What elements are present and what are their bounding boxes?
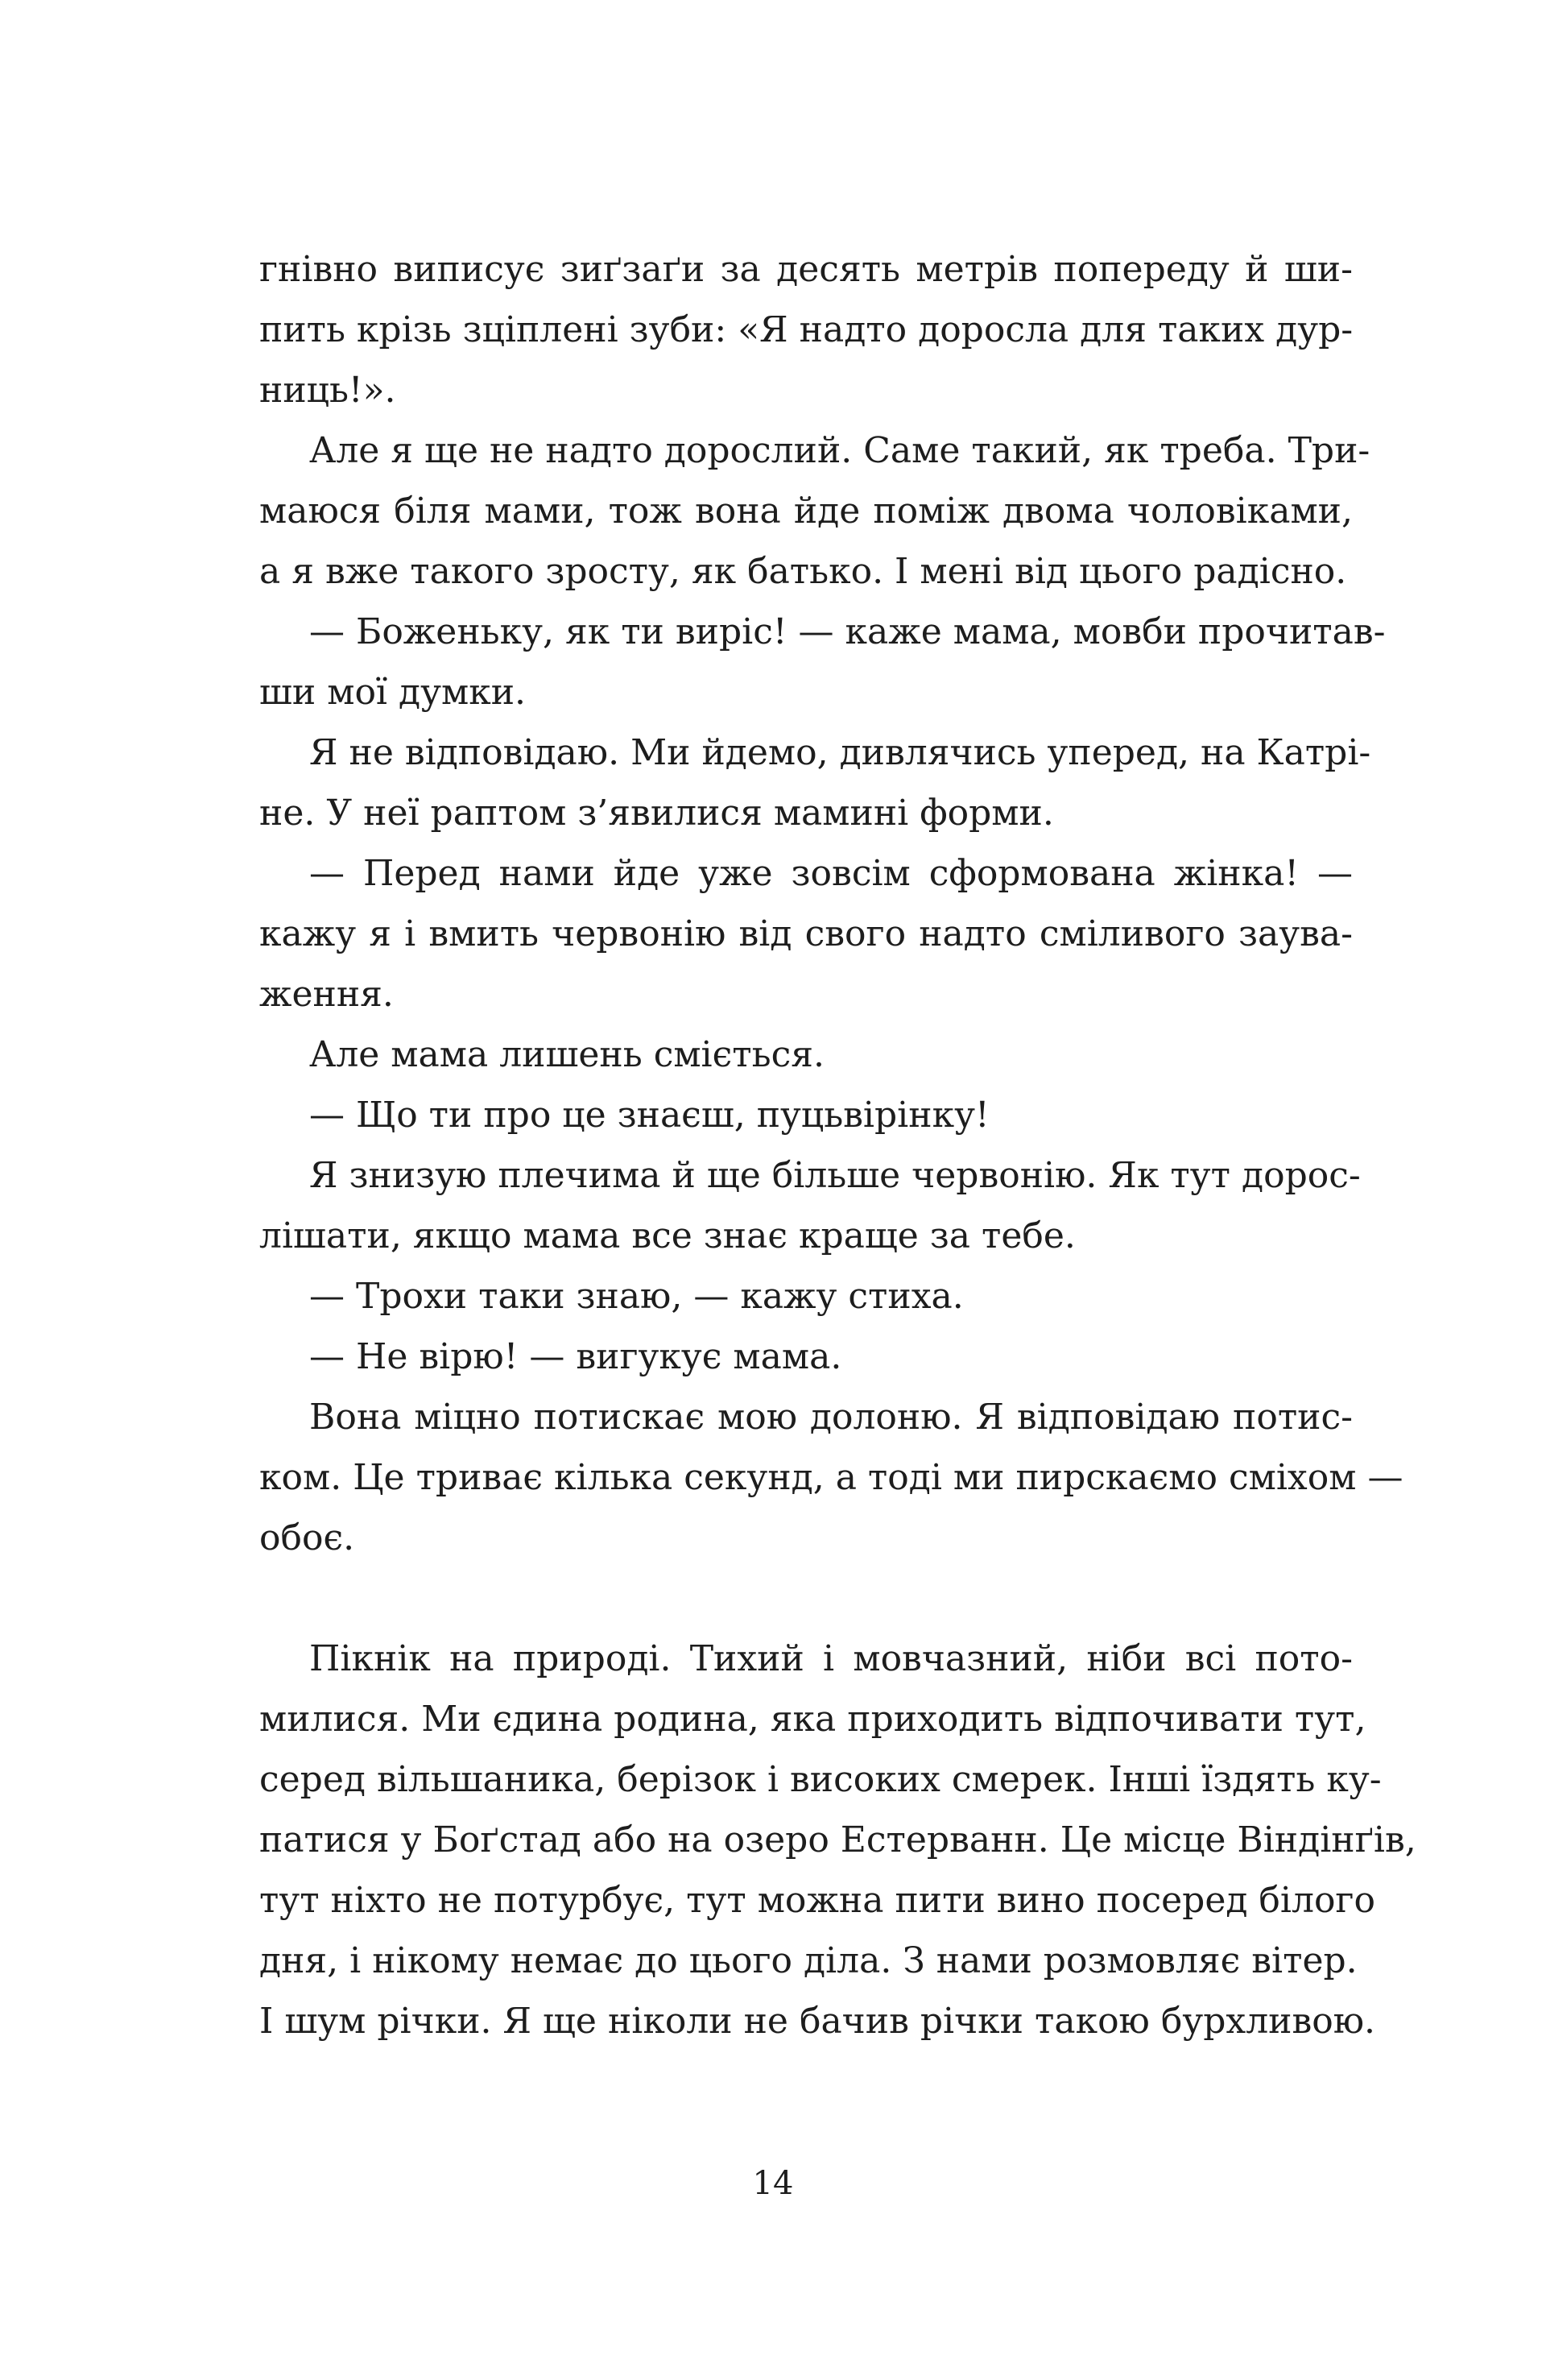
text-line: патися у Боґстад або на озеро Естерванн. Це місце Віндінґів, [259, 1819, 1416, 1861]
text-line: Я знизую плечима й ще більше червонію. Як тут дорос- [309, 1155, 1361, 1196]
text-line: І шум річки. Я ще ніколи не бачив річки такою бурхливою. [259, 2001, 1376, 2042]
text-line: Я не відповідаю. Ми йдемо, дивлячись уперед, на Катрі- [309, 732, 1371, 773]
text-line: а я вже такого зросту, як батько. І мені від цього радісно. [259, 551, 1347, 592]
text-line: обоє. [259, 1517, 355, 1558]
text-line: ком. Це триває кілька секунд, а тоді ми пирскаємо сміхом — [259, 1457, 1403, 1498]
text-line: гнівно виписує зиґзаґи за десять метрів попереду й ши- [259, 249, 1353, 290]
page-number: 14 [752, 2165, 794, 2202]
text-line: пить крізь зціплені зуби: «Я надто доросла для таких дур- [259, 309, 1354, 350]
text-line: ши мої думки. [259, 672, 527, 713]
text-line: — Не вірю! — вигукує мама. [309, 1336, 842, 1377]
text-line: милися. Ми єдина родина, яка приходить відпочивати тут, [259, 1699, 1366, 1740]
text-line: дня, і нікому немає до цього діла. З нами розмовляє вітер. [259, 1940, 1358, 1981]
text-line: кажу я і вмить червонію від свого надто сміливого заува- [259, 913, 1353, 954]
text-line: — Трохи таки знаю, — кажу стиха. [309, 1276, 964, 1317]
text-line: — Перед нами йде уже зовсім сформована жінка! — [309, 853, 1353, 894]
text-line: Але я ще не надто дорослий. Саме такий, як треба. Три- [309, 430, 1370, 471]
text-line: серед вільшаника, берізок і високих смерек. Інші їздять ку- [259, 1759, 1382, 1800]
text-line: Але мама лишень сміється. [309, 1034, 825, 1075]
text-line: лішати, якщо мама все знає краще за тебе. [259, 1215, 1076, 1256]
text-line: Вона міцно потискає мою долоню. Я відповідаю потис- [309, 1397, 1353, 1438]
text-line: — Що ти про це знаєш, пуцьвірінку! [309, 1095, 990, 1136]
text-line: не. У неї раптом з’явилися мамині форми. [259, 793, 1054, 834]
text-line: — Боженьку, як ти виріс! — каже мама, мовби прочитав- [309, 611, 1386, 652]
text-line: Пікнік на природі. Тихий і мовчазний, ніби всі пото- [309, 1638, 1353, 1679]
text-line: ження. [259, 974, 394, 1015]
text-line: тут ніхто не потурбує, тут можна пити вино посеред білого [259, 1880, 1375, 1921]
text-line: ниць!». [259, 370, 396, 411]
text-line: маюся біля мами, тож вона йде поміж двома чоловіками, [259, 490, 1353, 532]
